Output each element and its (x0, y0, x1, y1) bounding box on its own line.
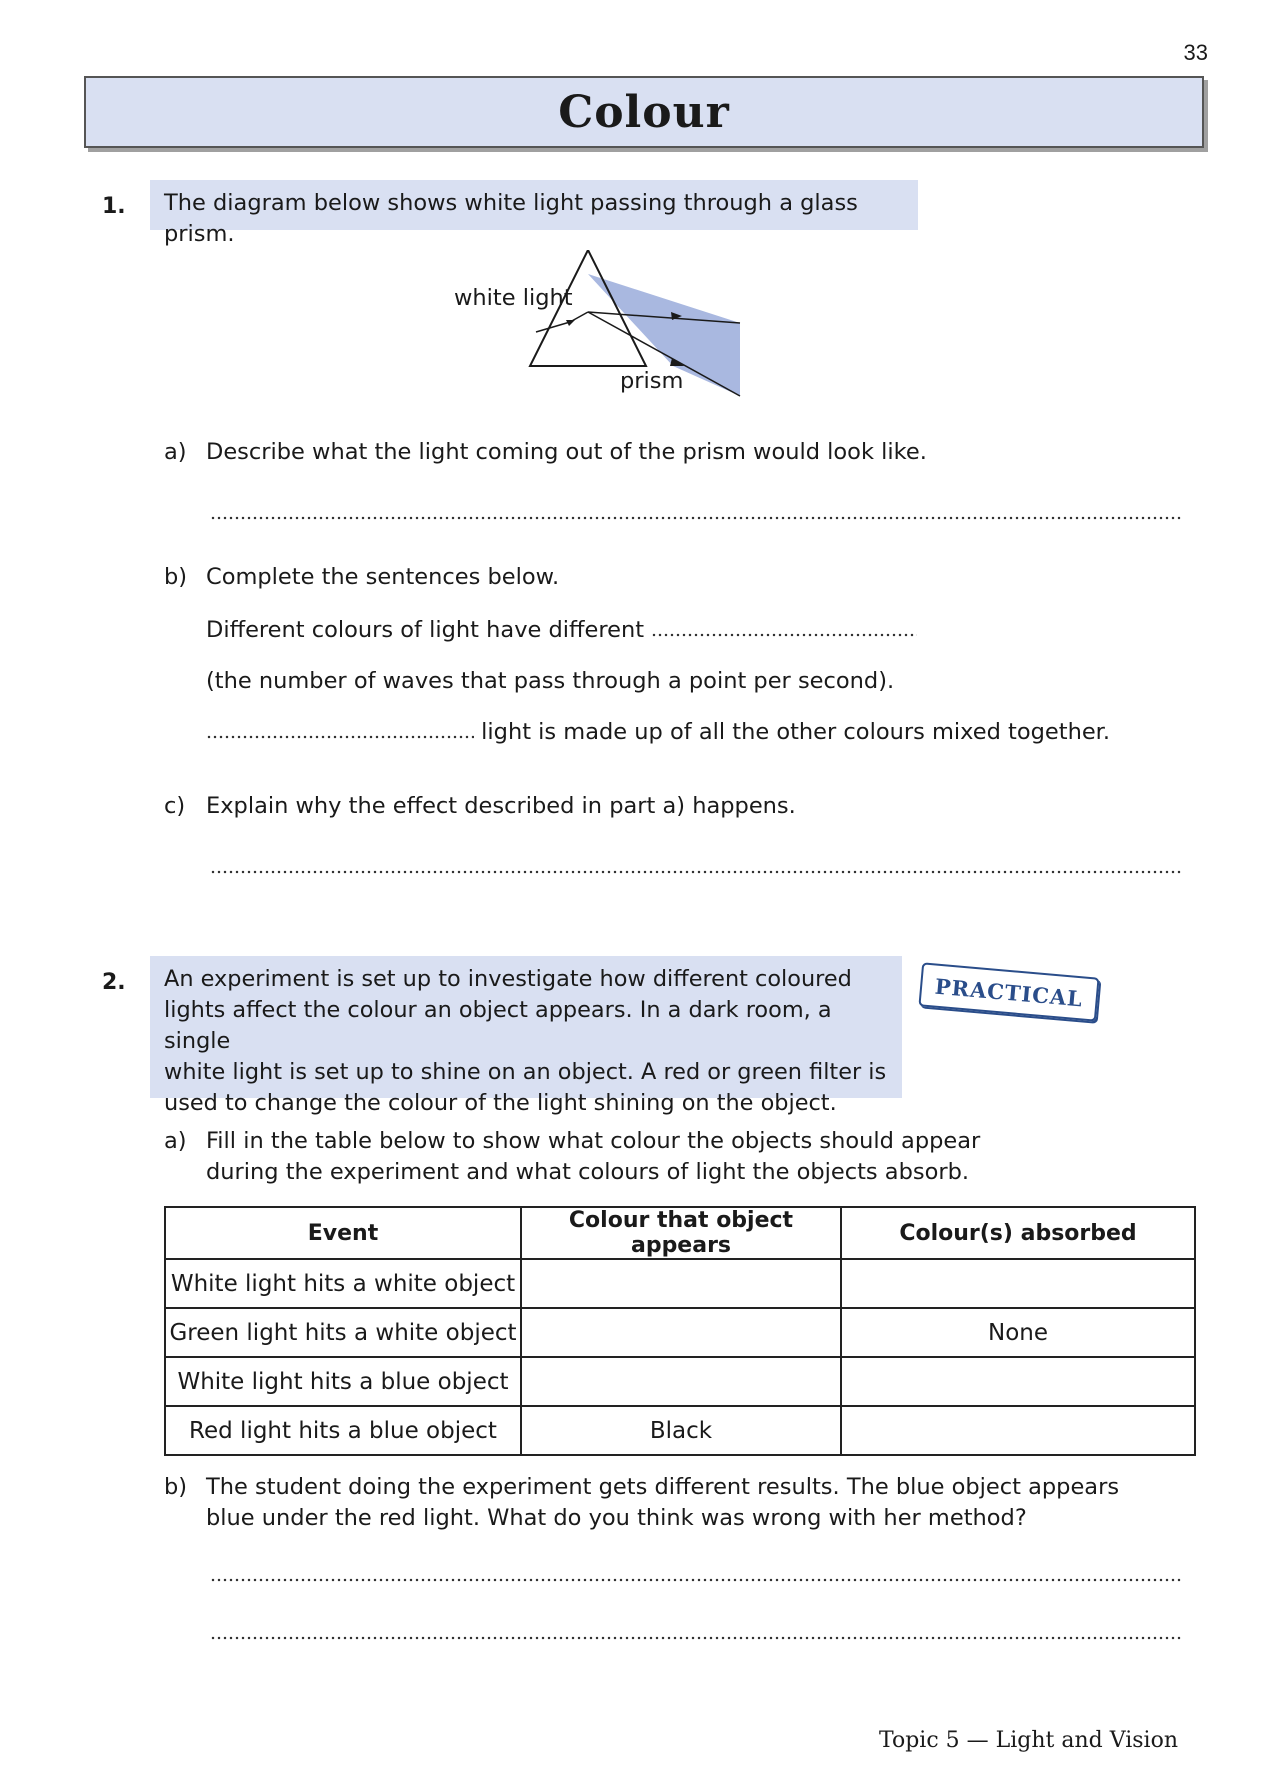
table-row (165, 1357, 1195, 1406)
results-table (164, 1206, 1196, 1456)
table-row (165, 1308, 1195, 1357)
page-title: Colour (558, 86, 730, 138)
q1b-sentence-1-text: Different colours of light have different (206, 617, 645, 643)
prism-label: prism (620, 368, 684, 394)
q1b-text: Complete the sentences below. (206, 564, 560, 590)
q2b-answer-line-1[interactable] (210, 1578, 1182, 1582)
question-2-stem-line: white light is set up to shine on an object. A red or green filter is (164, 1059, 887, 1085)
table-header-row (165, 1207, 1195, 1259)
q2a-line-1: Fill in the table below to show what colour the objects should appear (206, 1128, 981, 1154)
question-2-stem (150, 956, 902, 1116)
q2b-answer-line-2[interactable] (210, 1636, 1182, 1640)
footer-topic: Topic 5 — Light and Vision (879, 1728, 1178, 1753)
appears-cell[interactable] (521, 1308, 841, 1357)
practical-badge: PRACTICAL (918, 962, 1099, 1021)
table-row (165, 1406, 1195, 1455)
incoming-ray (536, 322, 570, 332)
incident-ray (570, 312, 588, 322)
q2a-letter: a) (164, 1128, 187, 1154)
question-2-stem-line: lights affect the colour an object appears. In a dark room, a single (164, 997, 832, 1054)
event-cell: White light hits a blue object (165, 1357, 521, 1406)
q1c-text: Explain why the effect described in part a) happens. (206, 793, 796, 819)
absorbed-cell[interactable] (841, 1357, 1195, 1406)
q1b-blank-2[interactable] (206, 735, 474, 739)
absorbed-cell[interactable] (841, 1406, 1195, 1455)
header-colour-appears: Colour that object appears (521, 1207, 841, 1259)
q1b-blank-1[interactable] (651, 633, 917, 637)
appears-cell[interactable] (521, 1357, 841, 1406)
event-cell: Red light hits a blue object (165, 1406, 521, 1455)
q1c-letter: c) (164, 793, 186, 819)
q1b-sentence-3-text: light is made up of all the other colours mixed together. (481, 719, 1111, 745)
page-number: 33 (1183, 40, 1208, 65)
q1b-letter: b) (164, 564, 188, 590)
q1a-letter: a) (164, 439, 187, 465)
question-2-stem-line: used to change the colour of the light shining on the object. (164, 1090, 837, 1116)
question-1-number: 1. (102, 194, 126, 219)
header-event: Event (165, 1207, 521, 1259)
q1b-sentence-2: (the number of waves that pass through a point per second). (206, 668, 895, 694)
event-cell: Green light hits a white object (165, 1308, 521, 1357)
q1a-answer-line[interactable] (210, 516, 1182, 520)
table-row (165, 1259, 1195, 1308)
header-colours-absorbed: Colour(s) absorbed (841, 1207, 1195, 1259)
white-light-label: white light (454, 285, 573, 311)
q2b-line-1: The student doing the experiment gets different results. The blue object appears (206, 1474, 1120, 1500)
question-2-number: 2. (102, 970, 126, 995)
q1a-text: Describe what the light coming out of the prism would look like. (206, 439, 927, 465)
q2a-line-2: during the experiment and what colours of light the objects absorb. (206, 1159, 970, 1185)
question-1-stem-text: The diagram below shows white light passing through a glass prism. (164, 190, 858, 247)
appears-cell[interactable] (521, 1259, 841, 1308)
title-banner (84, 76, 1204, 148)
question-2-stem-line: An experiment is set up to investigate how different coloured (164, 966, 852, 992)
q1b-sentence-3 (206, 717, 1110, 748)
q2b-letter: b) (164, 1474, 188, 1500)
q1b-sentence-1 (206, 615, 917, 646)
absorbed-cell: None (841, 1308, 1195, 1357)
absorbed-cell[interactable] (841, 1259, 1195, 1308)
question-1-stem (150, 180, 918, 247)
appears-cell: Black (521, 1406, 841, 1455)
q2b-line-2: blue under the red light. What do you think was wrong with her method? (206, 1505, 1027, 1531)
q1c-answer-line[interactable] (210, 870, 1182, 874)
event-cell: White light hits a white object (165, 1259, 521, 1308)
